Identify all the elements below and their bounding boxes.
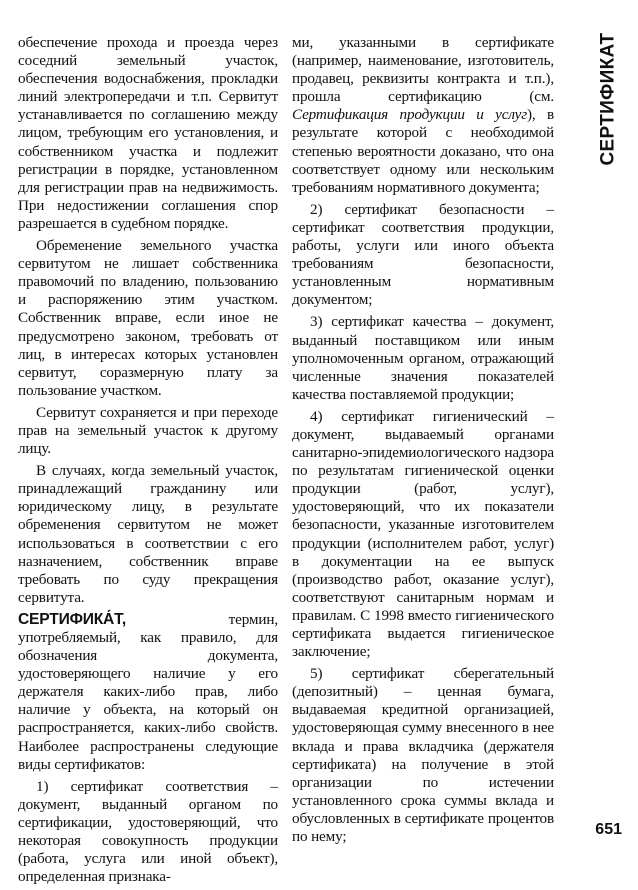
servitude-paragraph-1: обеспечение прохода и проезда через соседний земельный участок, обеспечения водоснабжения, прокладки линий электропередачи и т.п. Сервитут устанавливается по соглашению между лицом, требующим его установления, и собственником участка и подлежит регистрации в порядке, установленном для регистрации прав на недвижимость. При недостижении соглашения спор разрешается в судебном порядке.: [18, 34, 278, 232]
certificate-item-1-continued: [292, 34, 554, 197]
certificate-item-4: 4) сертификат гигиенический – документ, выдаваемый органами санитарно-эпидемиологического надзора по результатам гигиенической оценки продукции (работ, услуг), удостоверяющий, что их показатели безопасности, указанные изготовителем продукции (исполнителем работ, услуг) в документации на ее выпуск (производство работ, оказание услуг), соответствуют санитарным нормам и правилам. С 1998 вместо гигиенического сертификата выдается гигиеническое заключение;: [292, 407, 554, 661]
certificate-item-5: 5) сертификат сберегательный (депозитный) – ценная бумага, выдаваемая кредитной организацией, удостоверяющая сумму внесенного в нее вклада и права вкладчика (держателя сертификата) на получение в этой организации по истечении установленного срока суммы вклада и обусловленных в сертификате процентов по нему;: [292, 665, 554, 846]
entry-headword: СЕРТИФИКА́Т,: [18, 610, 126, 628]
entry-definition: термин, употребляемый, как правило, для обозначения документа, удостоверяющего наличие у его держателя каких-либо прав, либо наличие у объекта, на который он распространяется, каких-либо свойств. Наиболее распространены следующие виды сертификатов:: [18, 610, 278, 773]
running-head: [588, 34, 628, 164]
item-1-text-a: ми, указанными в сертификате (например, наименование, изготовитель, продавец, реквизиты контракта и т.п.), прошла сертификацию (см.: [292, 34, 554, 106]
servitude-paragraph-4: В случаях, когда земельный участок, принадлежащий гражданину или юридическому лицу, в результате обременения сервитутом не может использоваться в соответствии с его назначением, собственник вправе требовать по суду прекращения сервитута.: [18, 462, 278, 606]
servitude-paragraph-2: Обременение земельного участка сервитутом не лишает собственника правомочий по владению, пользованию и распоряжению этим участком. Собственник вправе, если иное не предусмотрено законом, требовать от лиц, в интересах которых установлен сервитут, соразмерную плату за пользование участком.: [18, 237, 278, 399]
certificate-item-1: 1) сертификат соответствия – документ, выданный органом по сертификации, удостоверяющий, что некоторая совокупность продукции (работа, услуга или иной объект), определенная признака-: [18, 777, 278, 886]
certificate-item-3: 3) сертификат качества – документ, выданный поставщиком или иным уполномоченным органом, отражающий численные значения показателей качества поставляемой продукции;: [292, 313, 554, 403]
certificate-item-2: 2) сертификат безопасности – сертификат соответствия продукции, работы, услуги или иного объекта требованиям безопасности, установленным нормативным документом;: [292, 200, 554, 309]
right-column: [292, 34, 554, 850]
cross-reference-link[interactable]: Сертификация продукции и услуг: [292, 106, 527, 124]
left-column: [18, 34, 278, 890]
servitude-paragraph-3: Сервитут сохраняется и при переходе прав на земельный участок к другому лицу.: [18, 403, 278, 458]
certificate-entry: [18, 611, 278, 774]
running-head-text: СЕРТИФИКАТ: [597, 32, 618, 166]
item-1-text-b: ), в результате которой с необходимой степенью вероятности доказано, что она соответствует одному или нескольким требованиям нормативного документа;: [292, 106, 554, 196]
page-number: 651: [595, 821, 622, 838]
